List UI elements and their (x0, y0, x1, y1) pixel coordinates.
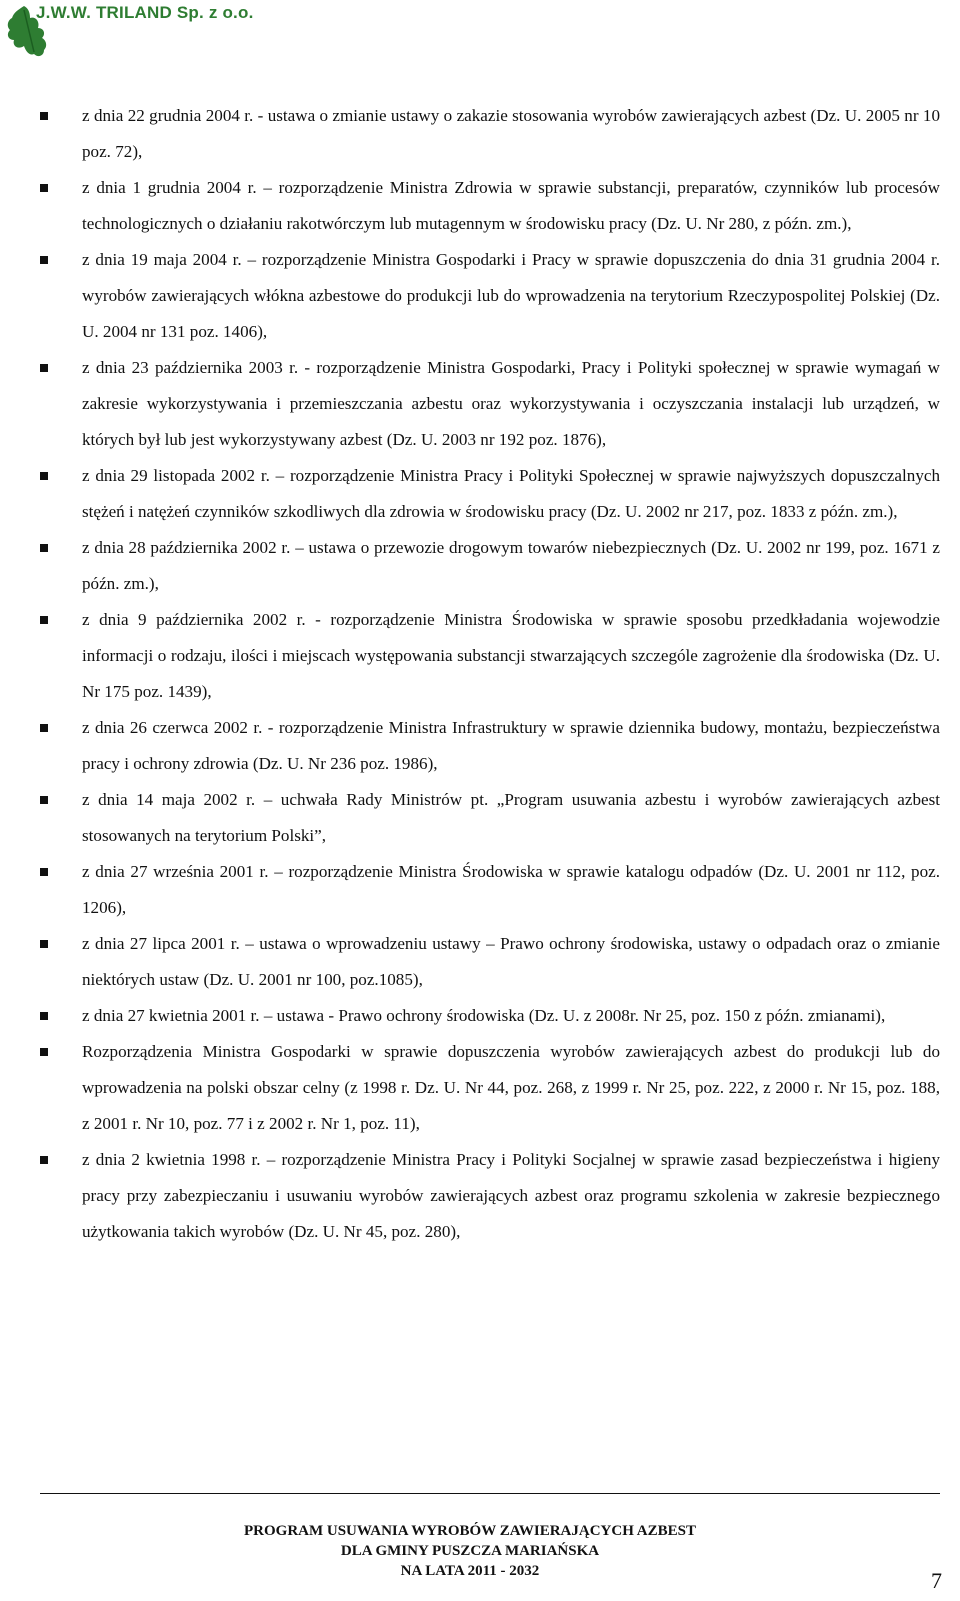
bullet-icon (40, 1156, 48, 1164)
list-item: Rozporządzenia Ministra Gospodarki w sprawie dopuszczenia wyrobów zawierających azbest do produkcji lub do wprowadzenia na polski obszar celny (z 1998 r. Dz. U. Nr 44, poz. 268, z 1999 r. Nr 25, poz. 222, z 2000 r. Nr 15, poz. 188, z 2001 r. Nr 10, poz. 77 i z 2002 r. Nr 1, poz. 11), (40, 1034, 940, 1142)
bullet-icon (40, 112, 48, 120)
bullet-icon (40, 472, 48, 480)
bullet-icon (40, 184, 48, 192)
list-item: z dnia 27 lipca 2001 r. – ustawa o wprowadzeniu ustawy – Prawo ochrony środowiska, ustawy o odpadach oraz o zmianie niektórych ustaw (Dz. U. 2001 nr 100, poz.1085), (40, 926, 940, 998)
bullet-icon (40, 868, 48, 876)
legal-acts-list-section (40, 98, 940, 1250)
list-item: z dnia 9 października 2002 r. - rozporządzenie Ministra Środowiska w sprawie sposobu przedkładania wojewodzie informacji o rodzaju, ilości i miejscach występowania substancji stwarzających szczególe zagrożenie dla środowiska (Dz. U. Nr 175 poz. 1439), (40, 602, 940, 710)
page-number: 7 (931, 1568, 942, 1593)
page-header (0, 0, 960, 70)
list-item: z dnia 1 grudnia 2004 r. – rozporządzenie Ministra Zdrowia w sprawie substancji, preparatów, czynników lub procesów technologicznych o działaniu rakotwórczym lub mutagennym w środowisku pracy (Dz. U. Nr 280, z późn. zm.), (40, 170, 940, 242)
list-item: z dnia 27 kwietnia 2001 r. – ustawa - Prawo ochrony środowiska (Dz. U. z 2008r. Nr 25, poz. 150 z późn. zmianami), (40, 998, 940, 1034)
footer-title: PROGRAM USUWANIA WYROBÓW ZAWIERAJĄCYCH AZBEST (243, 1523, 696, 1539)
bullet-icon (40, 724, 48, 732)
bullet-icon (40, 616, 48, 624)
footer-divider (40, 1493, 940, 1494)
list-item: z dnia 28 października 2002 r. – ustawa o przewozie drogowym towarów niebezpiecznych (Dz. U. 2002 nr 199, poz. 1671 z późn. zm.), (40, 530, 940, 602)
list-item: z dnia 27 września 2001 r. – rozporządzenie Ministra Środowiska w sprawie katalogu odpadów (Dz. U. 2001 nr 112, poz. 1206), (40, 854, 940, 926)
legal-acts-list (40, 98, 940, 1250)
footer-period: NA LATA 2011 - 2032 (400, 1563, 540, 1579)
list-item: z dnia 19 maja 2004 r. – rozporządzenie Ministra Gospodarki i Pracy w sprawie dopuszczenia do dnia 31 grudnia 2004 r. wyrobów zawierających włókna azbestowe do produkcji lub do wprowadzenia na terytorium Rzeczypospolitej Polskiej (Dz. U. 2004 nr 131 poz. 1406), (40, 242, 940, 350)
list-item: z dnia 29 listopada 2002 r. – rozporządzenie Ministra Pracy i Polityki Społecznej w sprawie najwyższych dopuszczalnych stężeń i natężeń czynników szkodliwych dla zdrowia w środowisku pracy (Dz. U. 2002 nr 217, poz. 1833 z późn. zm.), (40, 458, 940, 530)
footer-subtitle: DLA GMINY PUSZCZA MARIAŃSKA (340, 1543, 600, 1559)
bullet-icon (40, 1012, 48, 1020)
list-item: z dnia 14 maja 2002 r. – uchwała Rady Ministrów pt. „Program usuwania azbestu i wyrobów zawierających azbest stosowanych na terytorium Polski”, (40, 782, 940, 854)
bullet-icon (40, 544, 48, 552)
bullet-icon (40, 256, 48, 264)
company-name: J.W.W. TRILAND Sp. z o.o. (36, 3, 254, 22)
bullet-icon (40, 1048, 48, 1056)
bullet-icon (40, 364, 48, 372)
page-footer (40, 1521, 900, 1581)
list-item: z dnia 22 grudnia 2004 r. - ustawa o zmianie ustawy o zakazie stosowania wyrobów zawierających azbest (Dz. U. 2005 nr 10 poz. 72), (40, 98, 940, 170)
bullet-icon (40, 940, 48, 948)
list-item: z dnia 23 października 2003 r. - rozporządzenie Ministra Gospodarki, Pracy i Polityki społecznej w sprawie wymagań w zakresie wykorzystywania i przemieszczania azbestu oraz wykorzystywania i oczyszczania instalacji lub urządzeń, w których był lub jest wykorzystywany azbest (Dz. U. 2003 nr 192 poz. 1876), (40, 350, 940, 458)
bullet-icon (40, 796, 48, 804)
list-item: z dnia 2 kwietnia 1998 r. – rozporządzenie Ministra Pracy i Polityki Socjalnej w sprawie zasad bezpieczeństwa i higieny pracy przy zabezpieczaniu i usuwaniu wyrobów zawierających azbest oraz programu szkolenia w zakresie bezpiecznego użytkowania takich wyrobów (Dz. U. Nr 45, poz. 280), (40, 1142, 940, 1250)
list-item: z dnia 26 czerwca 2002 r. - rozporządzenie Ministra Infrastruktury w sprawie dziennika budowy, montażu, bezpieczeństwa pracy i ochrony zdrowia (Dz. U. Nr 236 poz. 1986), (40, 710, 940, 782)
